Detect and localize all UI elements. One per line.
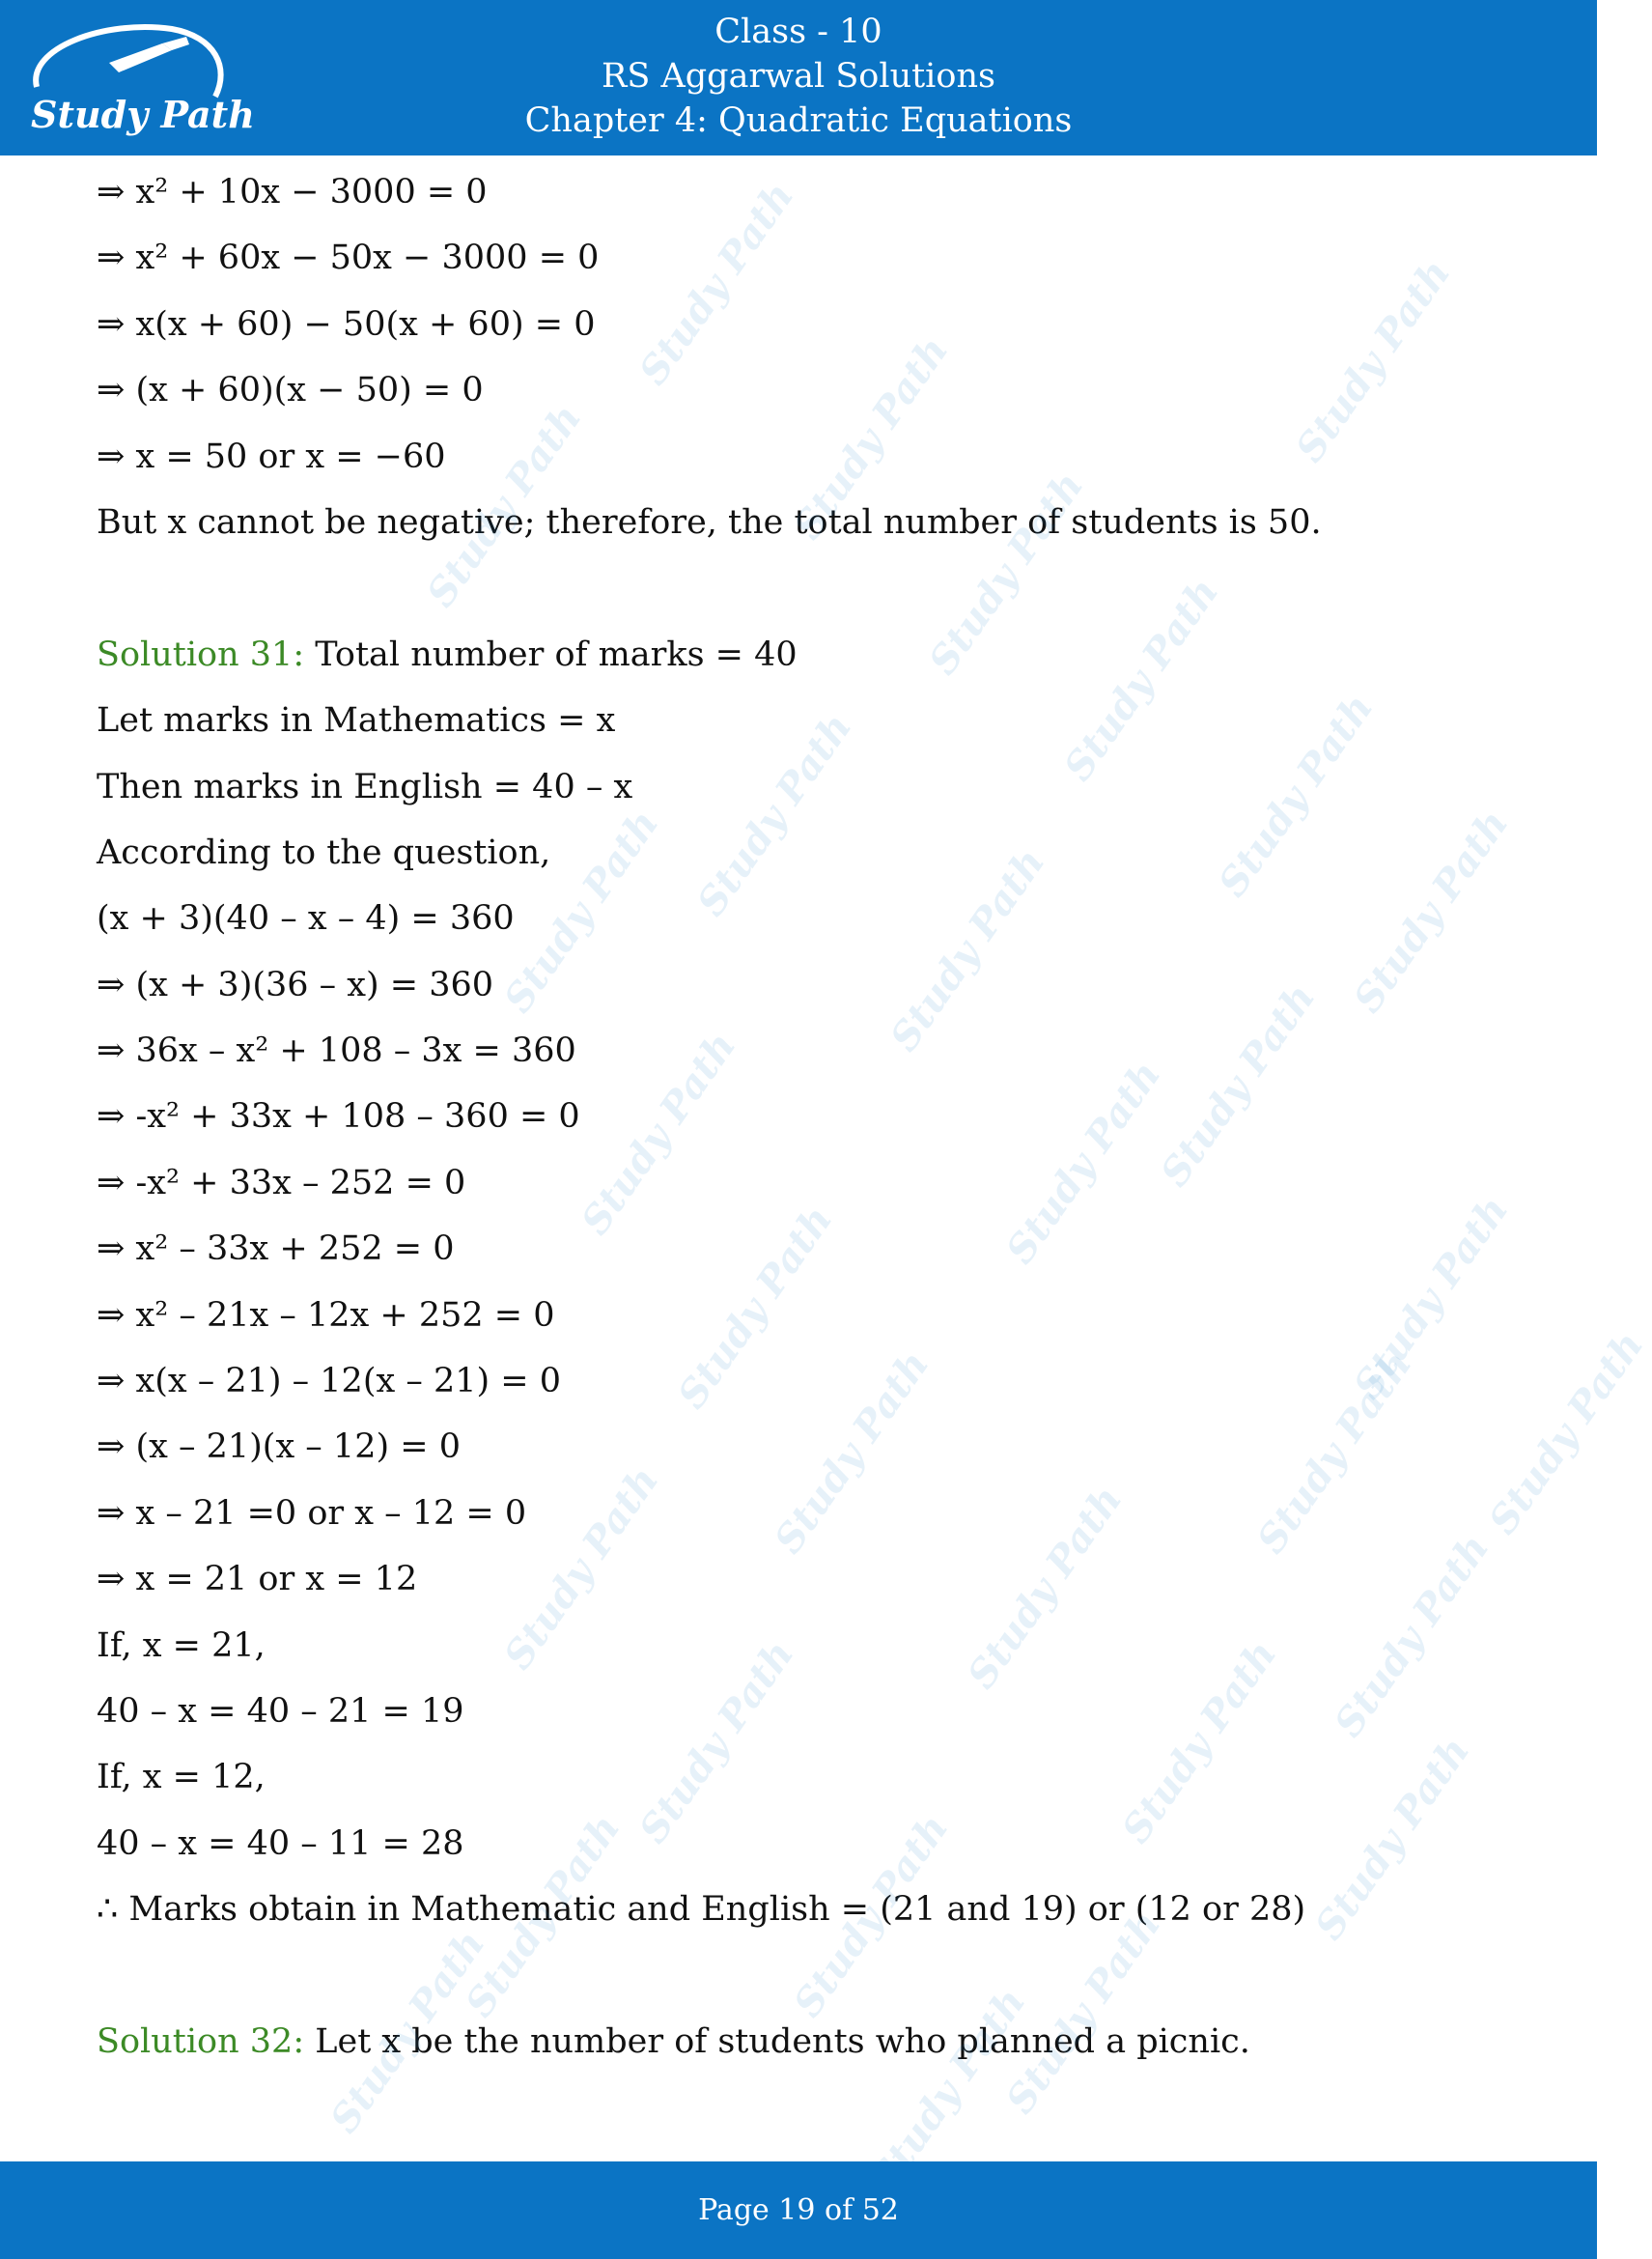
equation-line: ⇒ (x + 60)(x − 50) = 0 [97,371,484,410]
chapter-title: Chapter 4: Quadratic Equations [524,101,1073,140]
equation-line: ⇒ -x² + 33x + 108 – 360 = 0 [97,1097,580,1137]
book-title: RS Aggarwal Solutions [602,57,995,96]
equation-line: ⇒ 36x – x² + 108 – 3x = 360 [97,1031,576,1071]
watermark-text: Study Path [1479,1323,1652,1542]
equation-line: If, x = 12, [97,1758,266,1797]
equation-line: ⇒ x² + 60x − 50x − 3000 = 0 [97,239,600,278]
watermark-text: Study Path [881,840,1054,1059]
class-title: Class - 10 [714,13,882,51]
equation-line: But x cannot be negative; therefore, the total number of students is 50. [97,502,1322,542]
watermark-text: Study Path [668,1198,842,1417]
watermark-text: Study Path [919,464,1093,683]
study-path-logo [17,19,255,143]
watermark-text: Study Path [687,705,861,924]
blank-line [97,1943,1506,2009]
watermark-text: Study Path [321,1922,494,2141]
watermark-text: Study Path [765,1342,938,1562]
equation-line: (x + 3)(40 – x – 4) = 360 [97,899,515,939]
equation-line: Then marks in English = 40 – x [97,767,633,806]
watermark-text: Study Path [784,328,958,548]
solution-label: Solution 31: [97,635,305,674]
watermark-text: Study Path [630,174,803,393]
watermark-text: Study Path [1209,686,1383,905]
equation-line: ⇒ -x² + 33x – 252 = 0 [97,1163,466,1202]
equation-line: ⇒ x(x + 60) − 50(x + 60) = 0 [97,304,596,344]
equation-line: ∴ Marks obtain in Mathematic and English = (21 and 19) or (12 or 28) [97,1890,1306,1930]
watermark-text: Study Path [1247,1342,1421,1562]
equation-line: ⇒ x(x – 21) – 12(x – 21) = 0 [97,1362,561,1401]
equation-line: ⇒ x = 50 or x = −60 [97,437,446,476]
page-footer [0,2161,1597,2259]
watermark-text: Study Path [494,802,668,1021]
equation-line: If, x = 21, [97,1625,266,1665]
equation-line: ⇒ x = 21 or x = 12 [97,1560,418,1599]
watermark-text: Study Path [784,1806,958,2025]
equation-line: ⇒ (x + 3)(36 – x) = 360 [97,965,494,1004]
watermark-text: Study Path [1054,570,1228,789]
solution-heading [97,2009,1506,2075]
watermark-text: Study Path [1305,1729,1479,1948]
solution-heading [97,622,1506,688]
watermark-text: Study Path [572,1024,745,1243]
page-header [0,0,1597,155]
watermark-text: Study Path [417,396,591,615]
watermark-text: Study Path [958,1478,1132,1697]
watermark-text: Study Path [996,1053,1170,1272]
watermark-text: Study Path [1344,1188,1518,1407]
solution-content [97,159,1506,2075]
solution-text: Let x be the number of students who planned a picnic. [304,2021,1250,2061]
equation-line: ⇒ (x – 21)(x – 12) = 0 [97,1427,461,1467]
watermark-text: Study Path [494,1458,668,1678]
equation-line: According to the question, [97,833,551,872]
equation-line: ⇒ x – 21 =0 or x – 12 = 0 [97,1493,527,1533]
watermark-text: Study Path [630,1632,803,1851]
equation-line: ⇒ x² – 33x + 252 = 0 [97,1229,455,1269]
watermark-text: Study Path [1325,1526,1498,1745]
watermark-text: Study Path [1286,251,1460,470]
logo-icon [17,19,255,143]
watermark-text: Study Path [996,1903,1170,2122]
equation-line: ⇒ x² – 21x – 12x + 252 = 0 [97,1295,555,1335]
logo-text: Study Path [31,93,255,136]
page-number: Page 19 of 52 [698,2193,899,2227]
watermark-text: Study Path [861,1980,1035,2199]
watermark-text: Study Path [1151,975,1325,1195]
equation-line: ⇒ x² + 10x − 3000 = 0 [97,173,488,212]
watermark-text: Study Path [1344,802,1518,1021]
solution-label: Solution 32: [97,2021,305,2061]
watermark-text: Study Path [456,1806,630,2025]
solution-text: Total number of marks = 40 [304,635,798,674]
equation-line: 40 – x = 40 – 21 = 19 [97,1691,464,1731]
equation-line: Let marks in Mathematics = x [97,701,616,741]
equation-line: 40 – x = 40 – 11 = 28 [97,1823,464,1863]
watermark-text: Study Path [1112,1632,1286,1851]
blank-line [97,555,1506,621]
